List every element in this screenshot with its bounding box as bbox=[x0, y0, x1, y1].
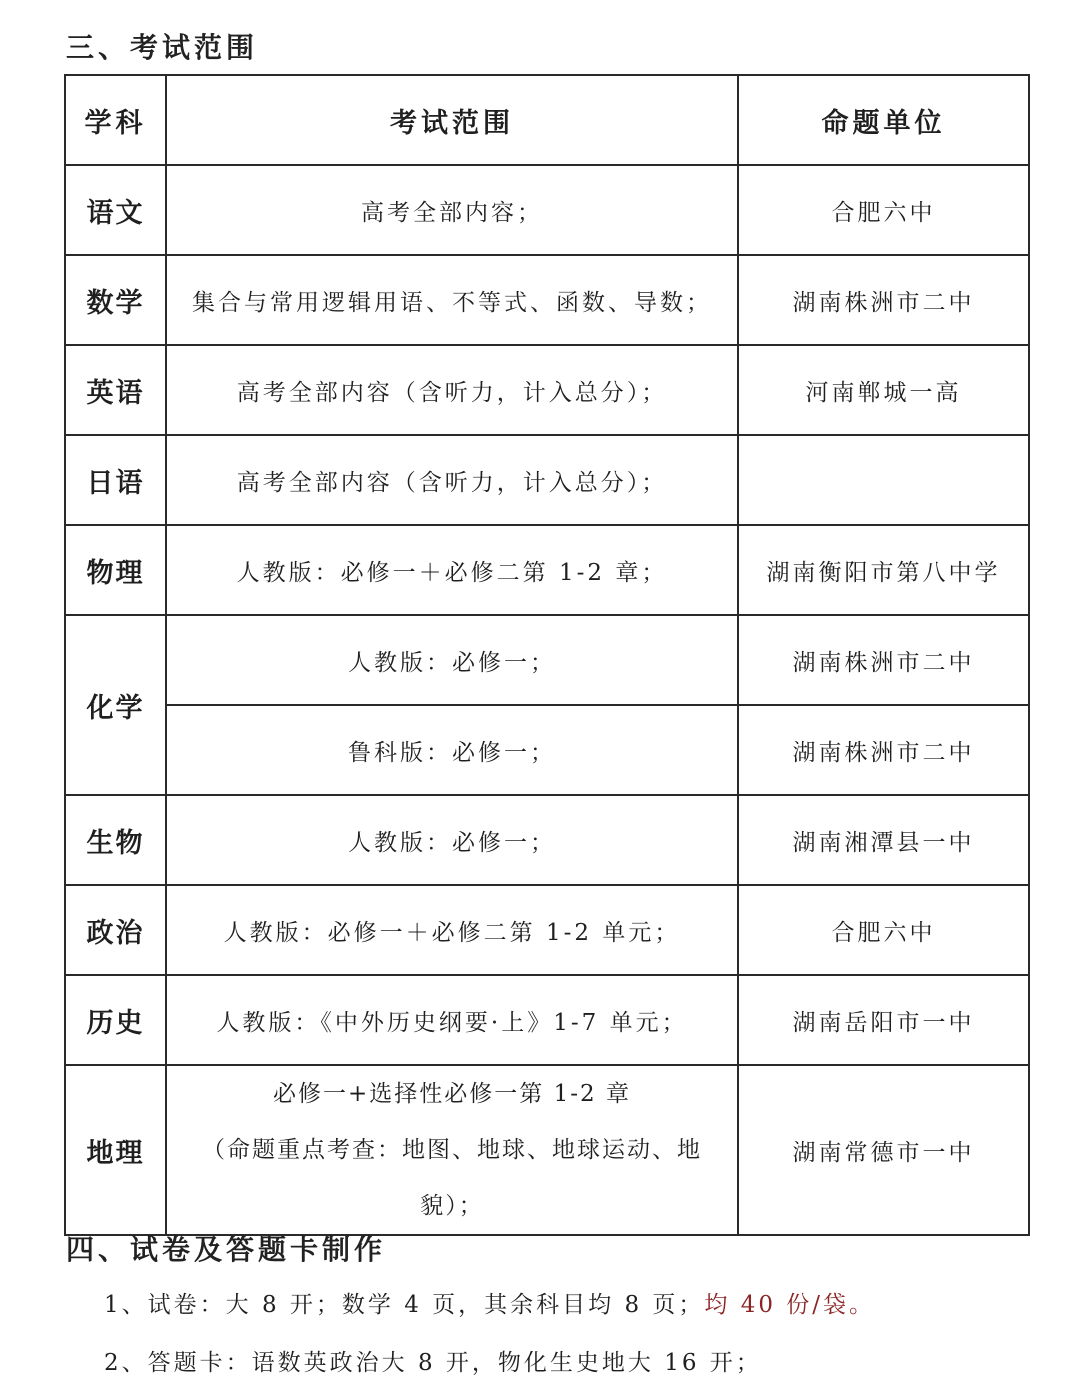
scope-cell: 鲁科版：必修一； bbox=[166, 705, 738, 795]
subject-cell: 语文 bbox=[65, 165, 166, 255]
table-row bbox=[65, 165, 1029, 255]
subject-cell: 英语 bbox=[65, 345, 166, 435]
header-scope: 考试范围 bbox=[166, 75, 738, 165]
subject-cell: 物理 bbox=[65, 525, 166, 615]
unit-cell: 湖南株洲市二中 bbox=[738, 615, 1029, 705]
subject-cell: 政治 bbox=[65, 885, 166, 975]
unit-cell: 湖南株洲市二中 bbox=[738, 705, 1029, 795]
table-row bbox=[65, 705, 1029, 795]
answer-card-spec-item: 2、答题卡：语数英政治大 8 开，物化生史地大 16 开； bbox=[104, 1350, 762, 1376]
paper-spec-text: 1、试卷：大 8 开；数学 4 页，其余科目均 8 页； bbox=[104, 1292, 705, 1318]
scope-cell: 人教版：《中外历史纲要·上》1-7 单元； bbox=[166, 975, 738, 1065]
table-row bbox=[65, 255, 1029, 345]
table-row bbox=[65, 615, 1029, 705]
scope-cell: 人教版：必修一＋必修二第 1-2 单元； bbox=[166, 885, 738, 975]
subject-cell: 日语 bbox=[65, 435, 166, 525]
table-row bbox=[65, 1065, 1029, 1235]
section-3-title: 三、考试范围 bbox=[66, 31, 259, 64]
subject-cell: 化学 bbox=[65, 615, 166, 795]
unit-cell: 河南郸城一高 bbox=[738, 345, 1029, 435]
paper-spec-highlight: 均 40 份/袋。 bbox=[704, 1292, 876, 1318]
scope-cell: 人教版：必修一； bbox=[166, 615, 738, 705]
scope-cell: 高考全部内容（含听力，计入总分）； bbox=[166, 435, 738, 525]
scope-cell bbox=[166, 1065, 738, 1235]
table-header-row bbox=[65, 75, 1029, 165]
unit-cell: 合肥六中 bbox=[738, 165, 1029, 255]
unit-cell: 湖南衡阳市第八中学 bbox=[738, 525, 1029, 615]
scope-cell: 人教版：必修一； bbox=[166, 795, 738, 885]
scope-cell: 高考全部内容； bbox=[166, 165, 738, 255]
exam-scope-table bbox=[64, 74, 1030, 1236]
unit-cell: 湖南常德市一中 bbox=[738, 1065, 1029, 1235]
unit-cell: 湖南岳阳市一中 bbox=[738, 975, 1029, 1065]
table-row bbox=[65, 885, 1029, 975]
subject-cell: 数学 bbox=[65, 255, 166, 345]
table-row bbox=[65, 975, 1029, 1065]
scope-cell: 集合与常用逻辑用语、不等式、函数、导数； bbox=[166, 255, 738, 345]
table-row bbox=[65, 795, 1029, 885]
table-row bbox=[65, 435, 1029, 525]
scope-cell: 人教版：必修一＋必修二第 1-2 章； bbox=[166, 525, 738, 615]
paper-spec-item bbox=[104, 1286, 875, 1319]
subject-cell: 生物 bbox=[65, 795, 166, 885]
header-unit: 命题单位 bbox=[738, 75, 1029, 165]
unit-cell: 湖南湘潭县一中 bbox=[738, 795, 1029, 885]
scope-cell: 高考全部内容（含听力，计入总分）； bbox=[166, 345, 738, 435]
table-row bbox=[65, 345, 1029, 435]
subject-cell: 历史 bbox=[65, 975, 166, 1065]
table-row bbox=[65, 525, 1029, 615]
unit-cell: 合肥六中 bbox=[738, 885, 1029, 975]
section-4-title: 四、试卷及答题卡制作 bbox=[66, 1233, 387, 1266]
subject-cell: 地理 bbox=[65, 1065, 166, 1235]
unit-cell: 湖南株洲市二中 bbox=[738, 255, 1029, 345]
scope-line-1: 必修一+选择性必修一第 1-2 章 bbox=[273, 1081, 631, 1107]
header-subject: 学科 bbox=[65, 75, 166, 165]
unit-cell bbox=[738, 435, 1029, 525]
scope-line-2: （命题重点考查：地图、地球、地球运动、地貌）； bbox=[202, 1137, 702, 1219]
